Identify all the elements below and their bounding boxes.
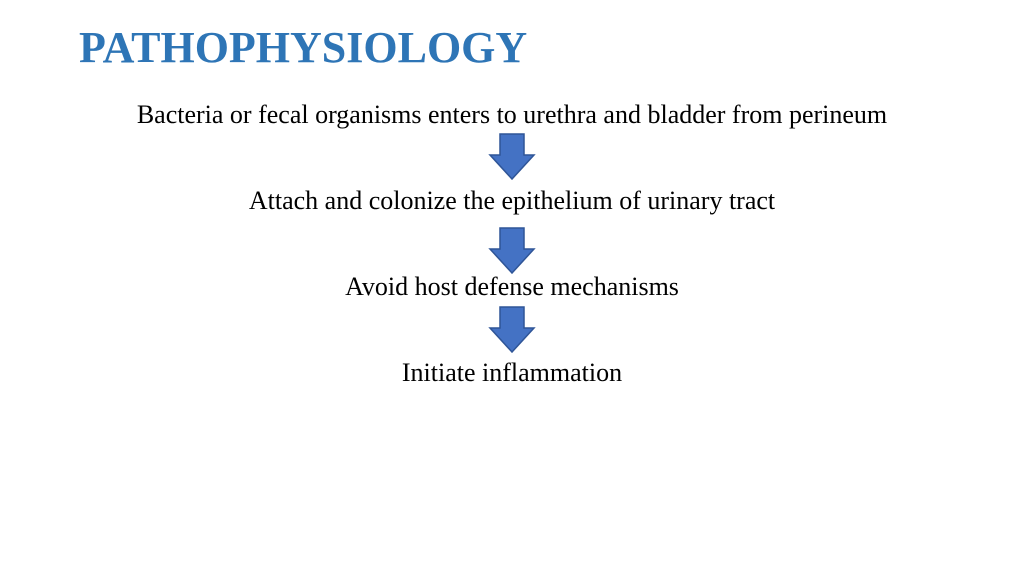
flow-step-3: Avoid host defense mechanisms [345,272,679,301]
down-arrow-icon [488,133,536,181]
flow-step-4: Initiate inflammation [401,358,623,387]
slide-title: PATHOPHYSIOLOGY [79,23,528,72]
down-arrow-icon [488,306,536,354]
down-arrow-icon [488,227,536,275]
flow-step-2: Attach and colonize the epithelium of urinary tract [248,186,776,215]
flow-step-1: Bacteria or fecal organisms enters to urethra and bladder from perineum [136,100,888,129]
